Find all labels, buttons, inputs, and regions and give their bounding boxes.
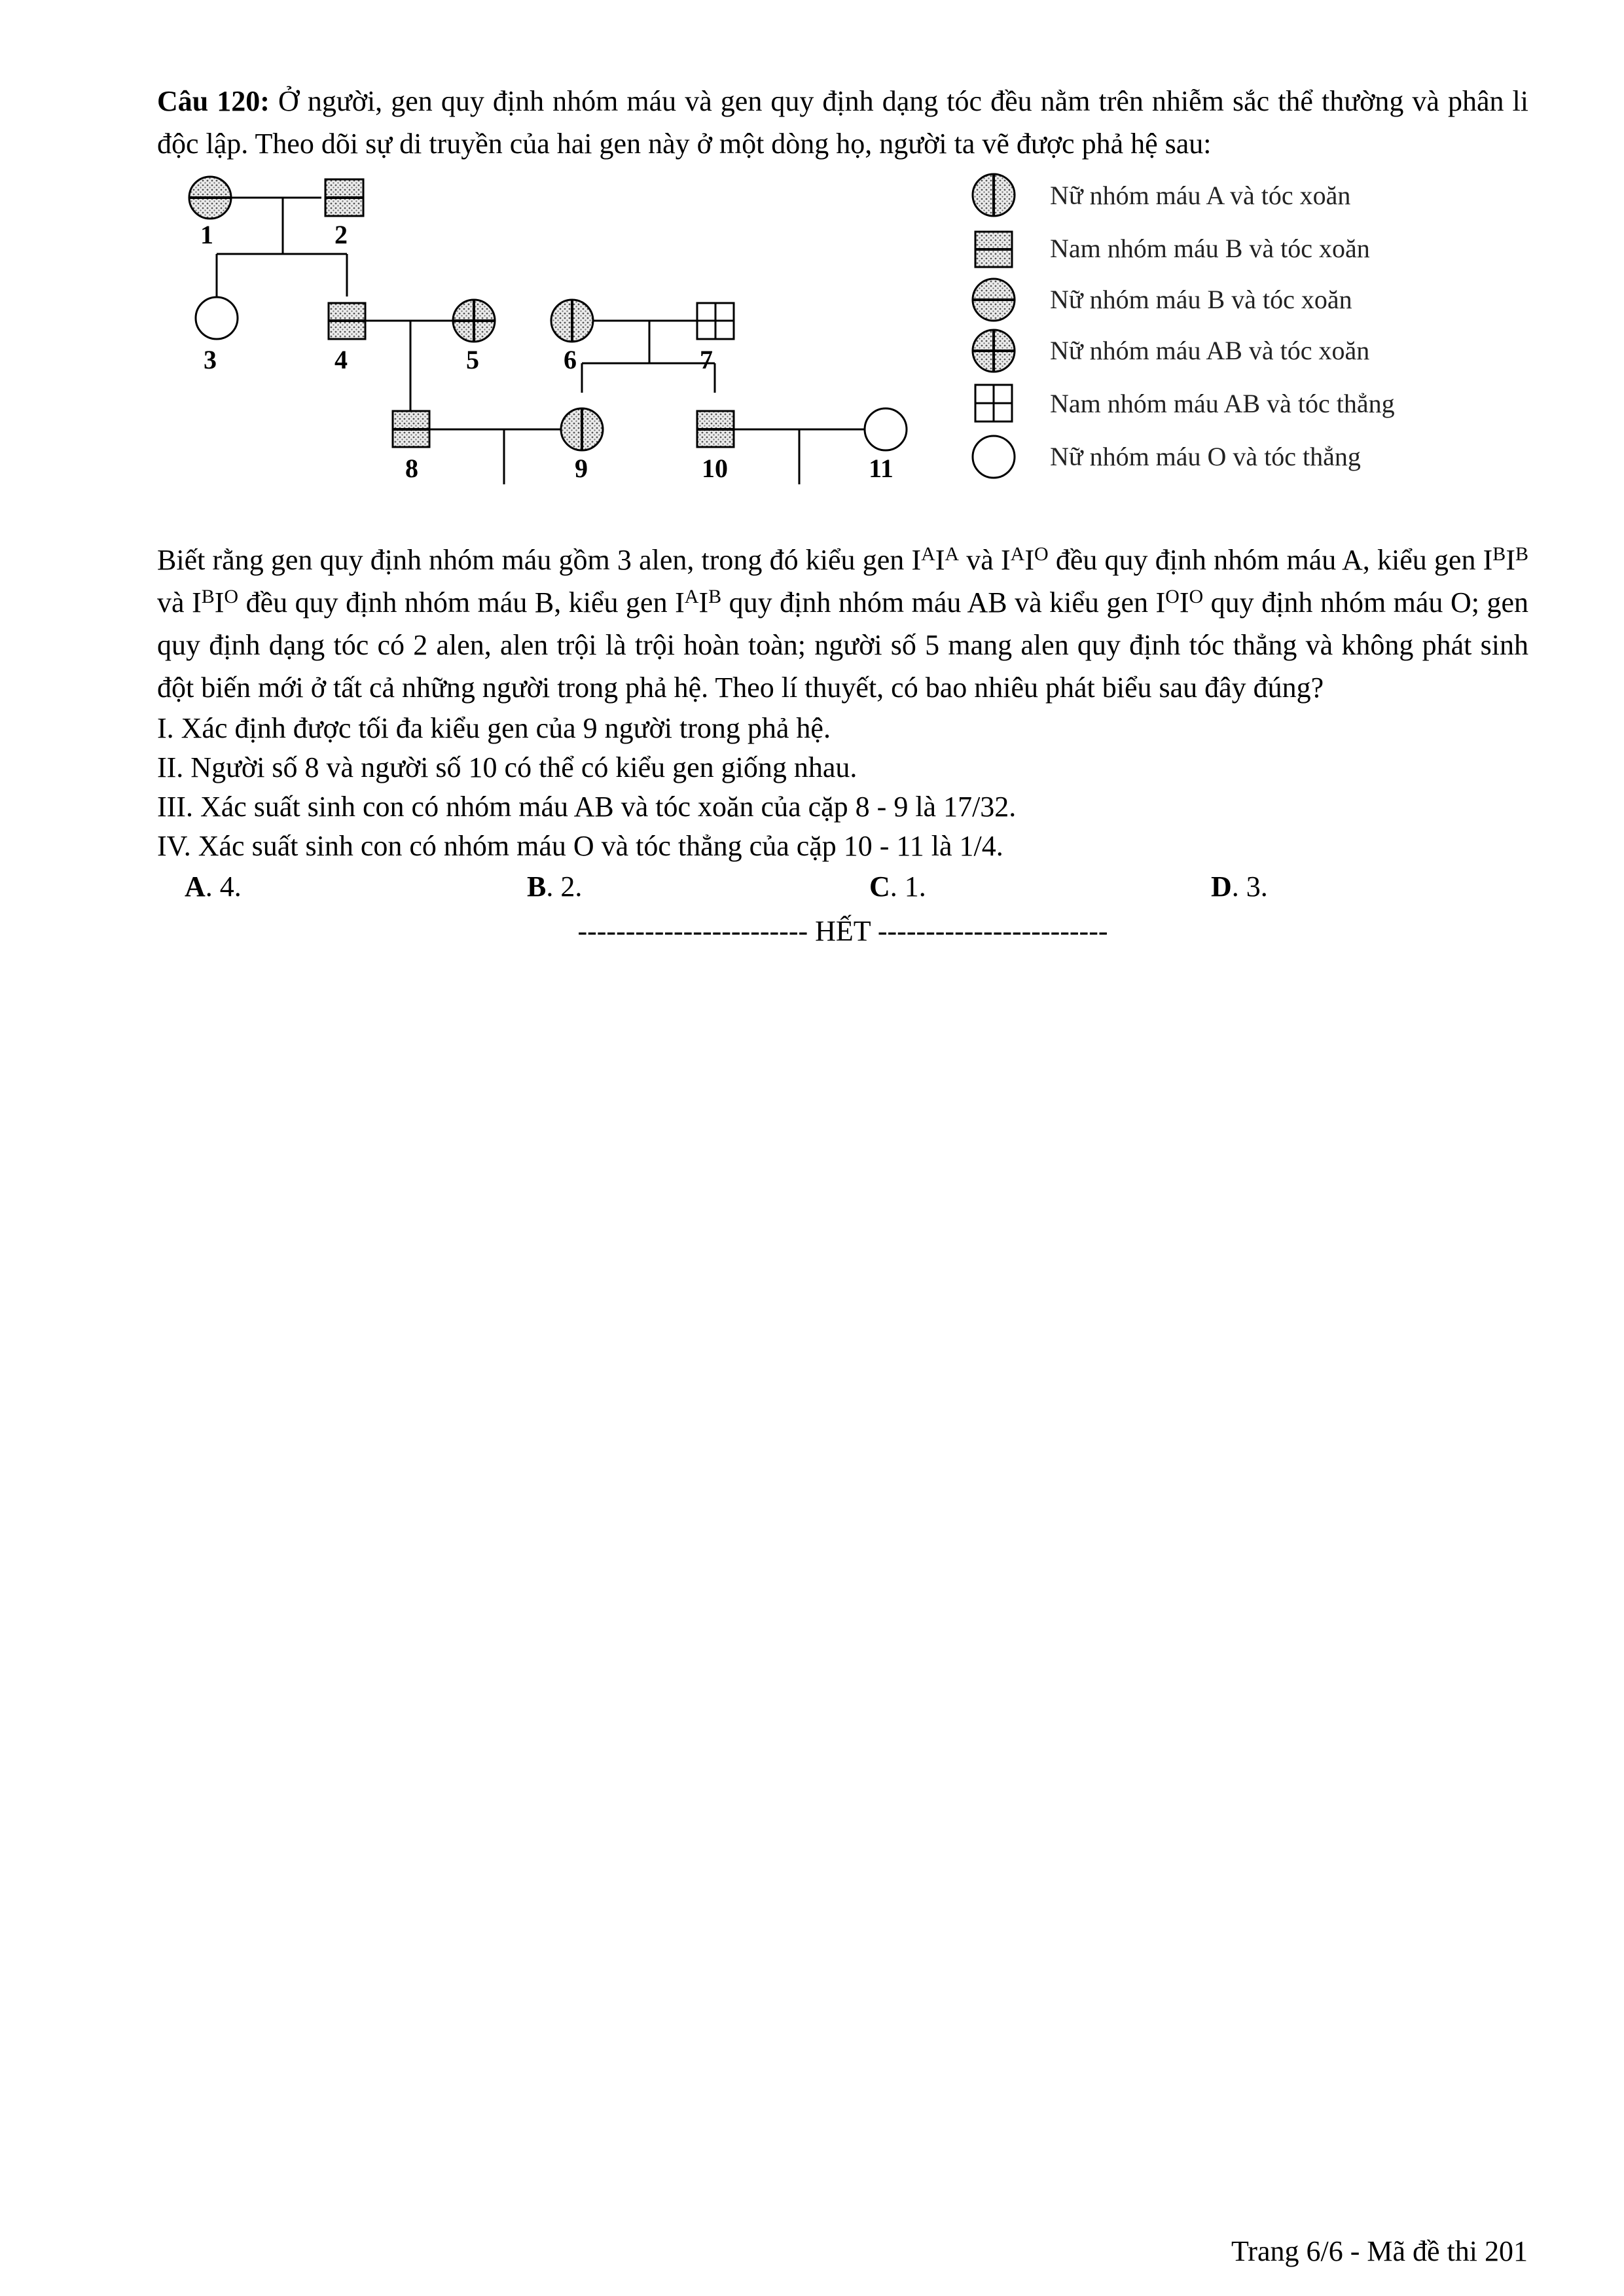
pedigree-legend — [973, 174, 1395, 478]
label-7: 7 — [700, 345, 713, 374]
answer-option-c[interactable]: C. 1. — [869, 870, 926, 903]
statement-1: I. Xác định được tối đa kiểu gen của 9 người trong phả hệ. — [157, 712, 831, 744]
legend-symbol-male-ab-straight — [975, 385, 1012, 422]
exam-page — [157, 80, 1528, 951]
individual-9 — [561, 408, 603, 450]
label-6: 6 — [564, 345, 577, 374]
answer-option-d[interactable]: D. 3. — [1211, 870, 1268, 903]
label-10: 10 — [702, 454, 728, 483]
pedigree-figure — [157, 170, 1528, 533]
legend-label-3: Nữ nhóm máu B và tóc xoăn — [1050, 285, 1352, 314]
individual-11 — [865, 408, 907, 450]
question-number: Câu 120: — [157, 85, 270, 117]
statement-3: III. Xác suất sinh con có nhóm máu AB và tóc xoăn của cặp 8 - 9 là 17/32. — [157, 791, 1017, 823]
individual-10 — [697, 411, 734, 447]
end-marker: ------------------------ HẾT ------------------------ — [577, 915, 1108, 947]
page-footer: Trang 6/6 - Mã đề thi 201 — [1231, 2235, 1528, 2267]
label-4: 4 — [334, 345, 348, 374]
label-3: 3 — [204, 345, 217, 374]
pedigree-lines — [217, 198, 865, 484]
legend-symbol-female-a-curly — [973, 174, 1015, 216]
individual-4 — [329, 303, 365, 339]
label-2: 2 — [334, 220, 348, 249]
legend-label-6: Nữ nhóm máu O và tóc thẳng — [1050, 442, 1361, 471]
answer-option-b[interactable]: B. 2. — [527, 870, 583, 903]
statement-4: IV. Xác suất sinh con có nhóm máu O và tóc thẳng của cặp 10 - 11 là 1/4. — [157, 830, 1003, 862]
pedigree-diagram — [0, 170, 1624, 533]
legend-label-1: Nữ nhóm máu A và tóc xoăn — [1050, 181, 1351, 210]
question-intro-text: Ở người, gen quy định nhóm máu và gen quy định dạng tóc đều nằm trên nhiễm sắc thể thường và phân li độc lập. Theo dõi sự di truyền của hai gen này ở một dòng họ, người ta vẽ được phả hệ sau: — [157, 85, 1528, 160]
individual-3 — [196, 297, 238, 339]
individual-5 — [453, 300, 495, 342]
individual-1 — [189, 177, 231, 219]
genetics-explanation: Biết rằng gen quy định nhóm máu gồm 3 alen, trong đó kiểu gen $I^AI^A$ và $I^AI^O$ đều quy định nhóm máu A, kiểu gen $I^BI^B$ và $I^BI^O$ đều quy định nhóm máu B, kiểu gen $I^AI^B$ quy định nhóm máu AB và kiểu gen $I^OI^O$ quy định nhóm máu O; gen quy định dạng tóc có 2 alen, alen trội là trội hoàn toàn; người số 5 mang alen quy định tóc thẳng và không phát sinh đột biến mới ở tất cả những người trong phả hệ. Theo lí thuyết, có bao nhiêu phát biểu sau đây đúng? — [157, 543, 1529, 704]
individual-7 — [697, 303, 734, 339]
legend-symbol-female-ab-curly — [973, 330, 1015, 372]
individual-2 — [325, 179, 363, 216]
legend-label-4: Nữ nhóm máu AB và tóc xoăn — [1050, 336, 1370, 365]
individual-8 — [393, 411, 429, 447]
legend-symbol-female-b-curly — [973, 279, 1015, 321]
label-8: 8 — [405, 454, 418, 483]
label-1: 1 — [200, 220, 213, 249]
question-intro — [157, 80, 1528, 165]
legend-symbol-female-o-straight — [973, 436, 1015, 478]
label-9: 9 — [575, 454, 588, 483]
legend-symbol-male-b-curly — [975, 232, 1012, 267]
label-5: 5 — [466, 345, 479, 374]
legend-label-2: Nam nhóm máu B và tóc xoăn — [1050, 234, 1370, 263]
label-11: 11 — [869, 454, 893, 483]
legend-label-5: Nam nhóm máu AB và tóc thẳng — [1050, 389, 1395, 418]
answer-option-a[interactable]: A. 4. — [185, 870, 242, 903]
statement-2: II. Người số 8 và người số 10 có thể có kiểu gen giống nhau. — [157, 751, 857, 783]
individual-6 — [551, 300, 593, 342]
answer-options — [157, 866, 1528, 908]
